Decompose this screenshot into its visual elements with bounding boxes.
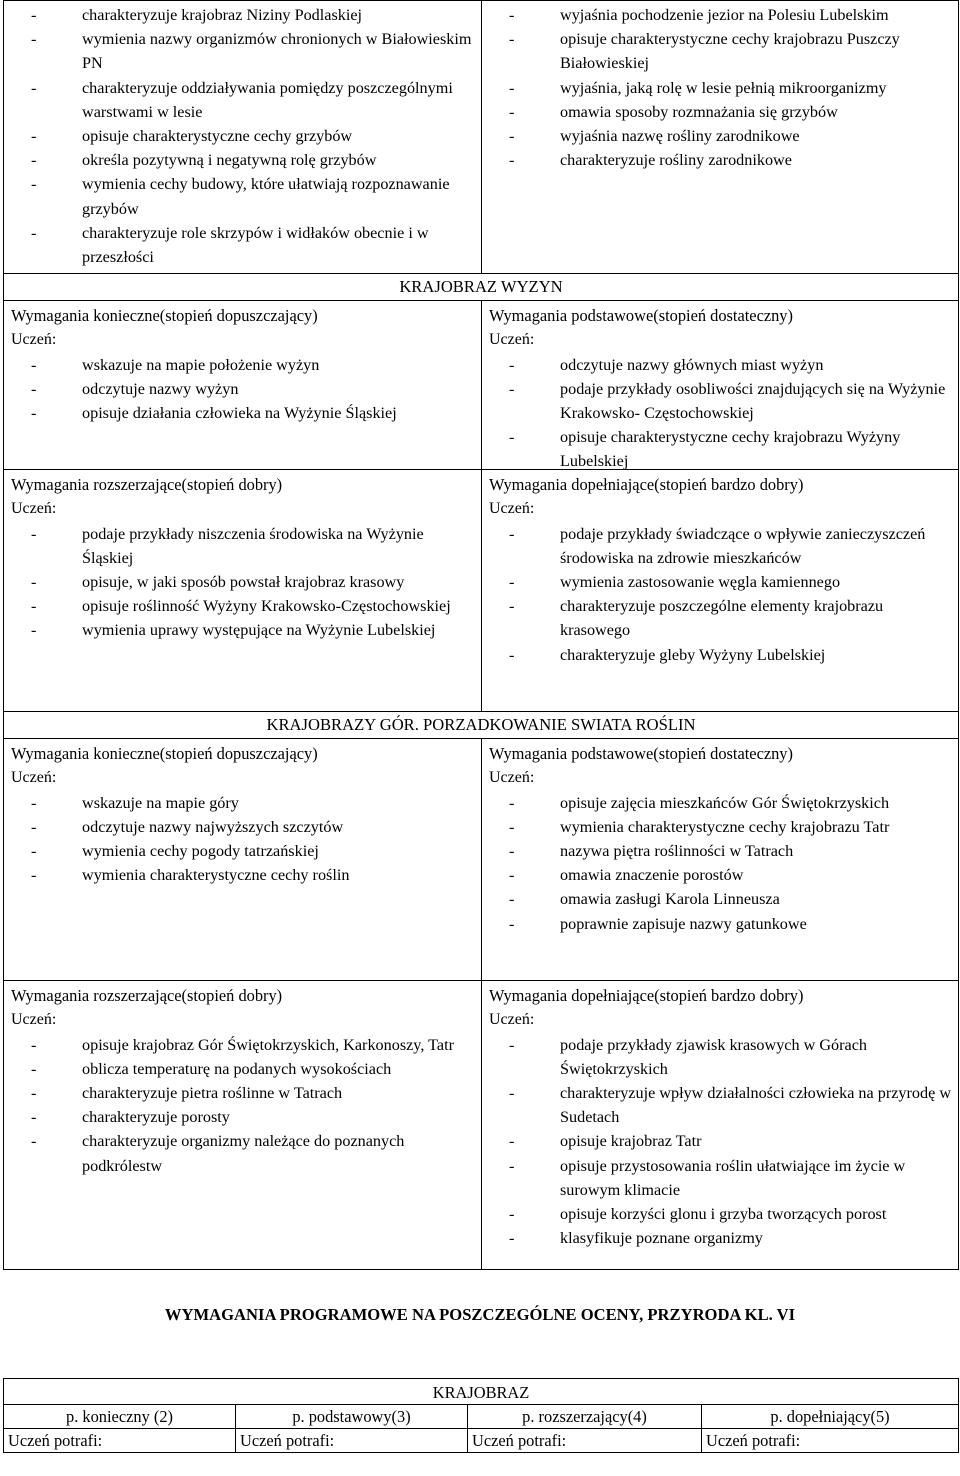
list-item: - wyjaśnia nazwę rośliny zarodnikowe bbox=[489, 124, 952, 148]
list-item: - wymienia uprawy występujące na Wyżynie Lubelskiej bbox=[11, 618, 475, 642]
list-item: - wymienia cechy pogody tatrzańskiej bbox=[11, 839, 475, 863]
student-label: Uczeń: bbox=[11, 331, 57, 349]
requirements-table bbox=[3, 0, 959, 1270]
list-item: - wyjaśnia, jaką rolę w lesie pełnią mikroorganizmy bbox=[489, 76, 952, 100]
requirements-row bbox=[4, 739, 959, 981]
student-label: Uczeń: bbox=[489, 500, 535, 518]
list-item: - poprawnie zapisuje nazwy gatunkowe bbox=[489, 912, 952, 936]
list-item: - podaje przykłady świadczące o wpływie zanieczyszczeń środowiska na zdrowie mieszkańców bbox=[489, 522, 952, 570]
list-item: - wyjaśnia pochodzenie jezior na Polesiu Lubelskim bbox=[489, 3, 952, 27]
list-item: - wymienia charakterystyczne cechy krajobrazu Tatr bbox=[489, 815, 952, 839]
grade-levels-row bbox=[4, 1405, 959, 1429]
requirements-cell bbox=[4, 739, 482, 981]
requirements-cell bbox=[482, 301, 959, 470]
student-label: Uczeń: bbox=[489, 769, 535, 787]
grade-table bbox=[3, 1378, 959, 1453]
list-item: - opisuje krajobraz Gór Świętokrzyskich, Karkonoszy, Tatr bbox=[11, 1033, 475, 1057]
grade-level: p. podstawowy(3) bbox=[236, 1405, 468, 1429]
list-item: - charakteryzuje organizmy należące do poznanych podkrólestw bbox=[11, 1129, 475, 1177]
list-item: - opisuje działania człowieka na Wyżynie Śląskiej bbox=[11, 401, 475, 425]
list-item: - opisuje korzyści glonu i grzyba tworzących porost bbox=[489, 1202, 952, 1226]
requirements-row bbox=[4, 470, 959, 712]
can-label: Uczeń potrafi: bbox=[468, 1429, 702, 1453]
requirements-list bbox=[11, 1033, 475, 1178]
grade-can-row bbox=[4, 1429, 959, 1453]
student-label: Uczeń: bbox=[489, 331, 535, 349]
requirements-header: Wymagania rozszerzające(stopień dobry) bbox=[11, 986, 283, 1006]
grade-table-title: KRAJOBRAZ bbox=[4, 1379, 959, 1405]
list-item: - odczytuje nazwy głównych miast wyżyn bbox=[489, 353, 952, 377]
intro-left-list bbox=[11, 3, 475, 269]
intro-right-list bbox=[489, 3, 952, 172]
list-item: - określa pozytywną i negatywną rolę grzybów bbox=[11, 148, 475, 172]
requirements-header: Wymagania dopełniające(stopień bardzo dobry) bbox=[489, 986, 804, 1006]
list-item: - charakteryzuje oddziaływania pomiędzy poszczególnymi warstwami w lesie bbox=[11, 76, 475, 124]
list-item: - opisuje charakterystyczne cechy krajobrazu Puszczy Białowieskiej bbox=[489, 27, 952, 75]
requirements-header: Wymagania rozszerzające(stopień dobry) bbox=[11, 475, 283, 495]
student-label: Uczeń: bbox=[11, 1011, 57, 1029]
can-label: Uczeń potrafi: bbox=[236, 1429, 468, 1453]
list-item: - wymienia zastosowanie węgla kamiennego bbox=[489, 570, 952, 594]
list-item: - odczytuje nazwy wyżyn bbox=[11, 377, 475, 401]
section-title: KRAJOBRAZ WYZYN bbox=[4, 274, 959, 301]
list-item: - opisuje roślinność Wyżyny Krakowsko-Częstochowskiej bbox=[11, 594, 475, 618]
list-item: - omawia zasługi Karola Linneusza bbox=[489, 887, 952, 911]
list-item: - klasyfikuje poznane organizmy bbox=[489, 1226, 952, 1250]
list-item: - nazywa piętra roślinności w Tatrach bbox=[489, 839, 952, 863]
requirements-header: Wymagania konieczne(stopień dopuszczający) bbox=[11, 306, 318, 326]
grade-level: p. dopełniający(5) bbox=[702, 1405, 959, 1429]
requirements-cell bbox=[482, 470, 959, 712]
list-item: - charakteryzuje gleby Wyżyny Lubelskiej bbox=[489, 643, 952, 667]
list-item: - wymienia cechy budowy, które ułatwiają rozpoznawanie grzybów bbox=[11, 172, 475, 220]
list-item: - omawia sposoby rozmnażania się grzybów bbox=[489, 100, 952, 124]
section-header-row bbox=[4, 712, 959, 739]
student-label: Uczeń: bbox=[11, 500, 57, 518]
list-item: - charakteryzuje rośliny zarodnikowe bbox=[489, 148, 952, 172]
requirements-list bbox=[11, 353, 475, 426]
list-item: - wymienia charakterystyczne cechy roślin bbox=[11, 863, 475, 887]
requirements-row bbox=[4, 981, 959, 1270]
requirements-cell bbox=[4, 301, 482, 470]
list-item: - charakteryzuje poszczególne elementy krajobrazu krasowego bbox=[489, 594, 952, 642]
list-item: - opisuje charakterystyczne cechy krajobrazu Wyżyny Lubelskiej bbox=[489, 425, 952, 473]
requirements-header: Wymagania podstawowe(stopień dostateczny) bbox=[489, 744, 793, 764]
list-item: - opisuje zajęcia mieszkańców Gór Świętokrzyskich bbox=[489, 791, 952, 815]
can-label: Uczeń potrafi: bbox=[4, 1429, 236, 1453]
list-item: - oblicza temperaturę na podanych wysokościach bbox=[11, 1057, 475, 1081]
intro-row bbox=[4, 1, 959, 274]
list-item: - wymienia nazwy organizmów chronionych w Białowieskim PN bbox=[11, 27, 475, 75]
list-item: - podaje przykłady niszczenia środowiska na Wyżynie Śląskiej bbox=[11, 522, 475, 570]
list-item: - charakteryzuje porosty bbox=[11, 1105, 475, 1129]
list-item: - wskazuje na mapie położenie wyżyn bbox=[11, 353, 475, 377]
list-item: - charakteryzuje krajobraz Niziny Podlaskiej bbox=[11, 3, 475, 27]
list-item: - odczytuje nazwy najwyższych szczytów bbox=[11, 815, 475, 839]
requirements-header: Wymagania konieczne(stopień dopuszczający) bbox=[11, 744, 318, 764]
list-item: - opisuje krajobraz Tatr bbox=[489, 1129, 952, 1153]
requirements-list bbox=[489, 791, 952, 936]
list-item: - opisuje przystosowania roślin ułatwiające im życie w surowym klimacie bbox=[489, 1154, 952, 1202]
intro-right-cell bbox=[482, 1, 959, 274]
requirements-row bbox=[4, 301, 959, 470]
requirements-list bbox=[11, 791, 475, 888]
requirements-cell bbox=[4, 470, 482, 712]
grade-level: p. konieczny (2) bbox=[4, 1405, 236, 1429]
section-title: KRAJOBRAZY GÓR. PORZADKOWANIE SWIATA ROŚLIN bbox=[4, 712, 959, 739]
intro-left-cell bbox=[4, 1, 482, 274]
list-item: - opisuje, w jaki sposób powstał krajobraz krasowy bbox=[11, 570, 475, 594]
list-item: - podaje przykłady osobliwości znajdujących się na Wyżynie Krakowsko- Częstochowskiej bbox=[489, 377, 952, 425]
requirements-list bbox=[489, 522, 952, 667]
student-label: Uczeń: bbox=[489, 1011, 535, 1029]
requirements-header: Wymagania dopełniające(stopień bardzo dobry) bbox=[489, 475, 804, 495]
student-label: Uczeń: bbox=[11, 769, 57, 787]
requirements-cell bbox=[4, 981, 482, 1270]
list-item: - charakteryzuje role skrzypów i widłaków obecnie i w przeszłości bbox=[11, 221, 475, 269]
requirements-cell bbox=[482, 739, 959, 981]
requirements-list bbox=[489, 353, 952, 474]
list-item: - wskazuje na mapie góry bbox=[11, 791, 475, 815]
list-item: - charakteryzuje wpływ działalności człowieka na przyrodę w Sudetach bbox=[489, 1081, 952, 1129]
grade-level: p. rozszerzający(4) bbox=[468, 1405, 702, 1429]
section-header-row bbox=[4, 274, 959, 301]
requirements-list bbox=[489, 1033, 952, 1251]
requirements-cell bbox=[482, 981, 959, 1270]
can-label: Uczeń potrafi: bbox=[702, 1429, 959, 1453]
list-item: - omawia znaczenie porostów bbox=[489, 863, 952, 887]
requirements-header: Wymagania podstawowe(stopień dostateczny) bbox=[489, 306, 793, 326]
list-item: - charakteryzuje pietra roślinne w Tatrach bbox=[11, 1081, 475, 1105]
list-item: - podaje przykłady zjawisk krasowych w Górach Świętokrzyskich bbox=[489, 1033, 952, 1081]
list-item: - opisuje charakterystyczne cechy grzybów bbox=[11, 124, 475, 148]
document-title: WYMAGANIA PROGRAMOWE NA POSZCZEGÓLNE OCENY, PRZYRODA KL. VI bbox=[164, 1305, 796, 1324]
requirements-list bbox=[11, 522, 475, 643]
